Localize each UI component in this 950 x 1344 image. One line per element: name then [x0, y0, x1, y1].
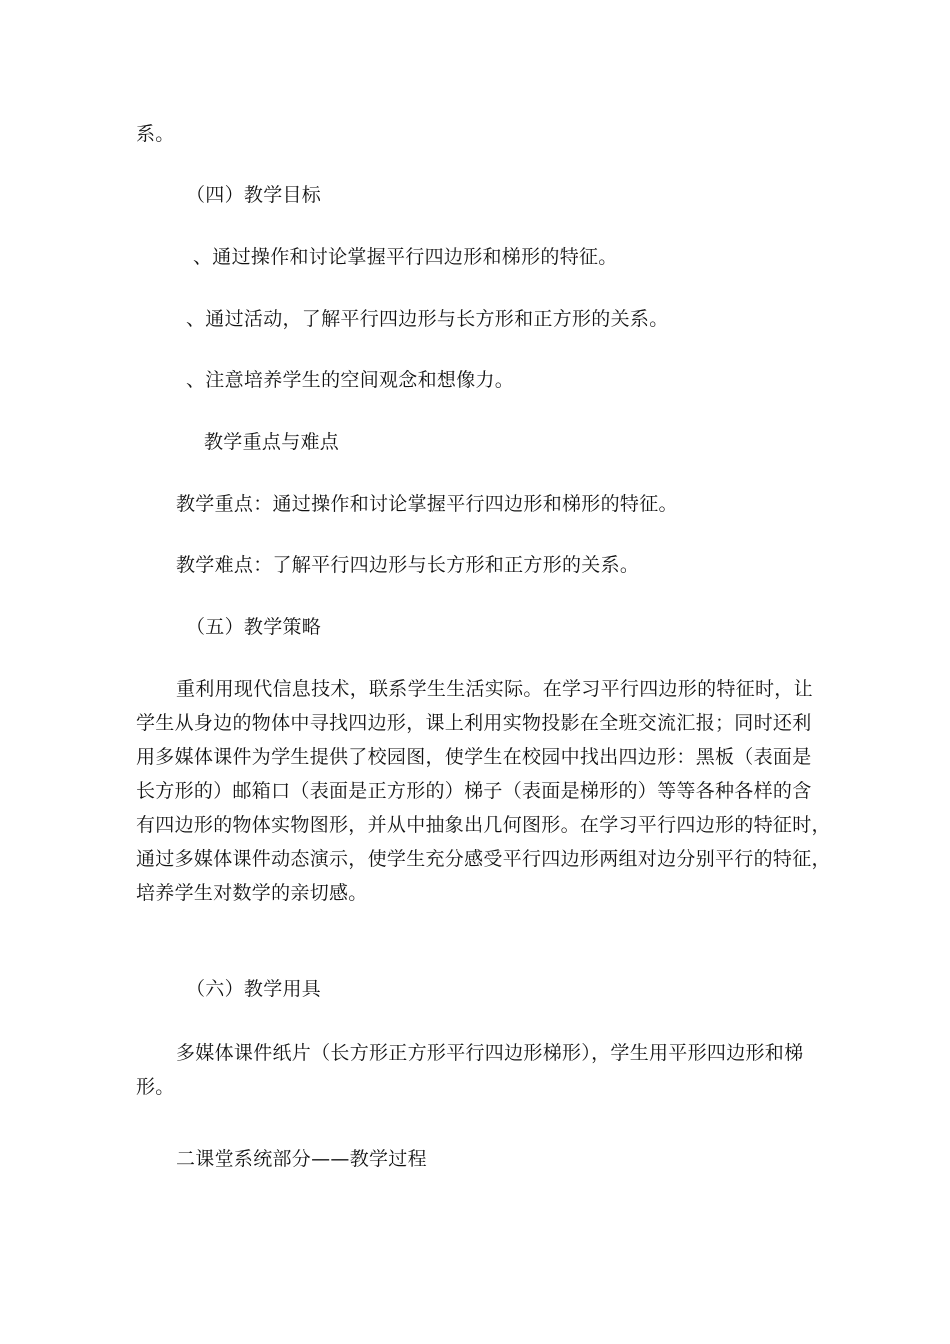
tools-line-1: 多媒体课件纸片（长方形正方形平行四边形梯形），学生用平形四边形和梯 — [176, 1042, 804, 1064]
part-two-heading: 二课堂系统部分——教学过程 — [176, 1148, 427, 1170]
goal-item-2: 、通过活动，了解平行四边形与长方形和正方形的关系。 — [186, 308, 669, 330]
strategy-line: 通过多媒体课件动态演示，使学生充分感受平行四边形两组对边分别平行的特征， — [136, 848, 831, 870]
strategy-line: 重利用现代信息技术，联系学生生活实际。在学习平行四边形的特征时，让 — [176, 678, 813, 700]
section-heading-teaching-goals: （四）教学目标 — [186, 184, 322, 206]
strategy-line: 有四边形的物体实物图形，并从中抽象出几何图形。在学习平行四边形的特征时， — [136, 814, 831, 836]
tools-line-2: 形。 — [136, 1076, 175, 1098]
continuation-text: 系。 — [136, 123, 175, 145]
difficult-point-text: 教学难点：了解平行四边形与长方形和正方形的关系。 — [176, 554, 640, 576]
strategy-line: 学生从身边的物体中寻找四边形，课上利用实物投影在全班交流汇报；同时还利 — [136, 712, 812, 734]
key-points-heading: 教学重点与难点 — [204, 431, 340, 453]
section-heading-teaching-tools: （六）教学用具 — [186, 978, 322, 1000]
strategy-line: 用多媒体课件为学生提供了校园图，使学生在校园中找出四边形：黑板（表面是 — [136, 746, 812, 768]
strategy-line: 培养学生对数学的亲切感。 — [136, 882, 368, 904]
goal-item-1: 、通过操作和讨论掌握平行四边形和梯形的特征。 — [193, 246, 618, 268]
section-heading-teaching-strategy: （五）教学策略 — [186, 616, 322, 638]
goal-item-3: 、注意培养学生的空间观念和想像力。 — [186, 369, 515, 391]
key-point-text: 教学重点：通过操作和讨论掌握平行四边形和梯形的特征。 — [176, 493, 678, 515]
strategy-line: 长方形的）邮箱口（表面是正方形的）梯子（表面是梯形的）等等各种各样的含 — [136, 780, 812, 802]
